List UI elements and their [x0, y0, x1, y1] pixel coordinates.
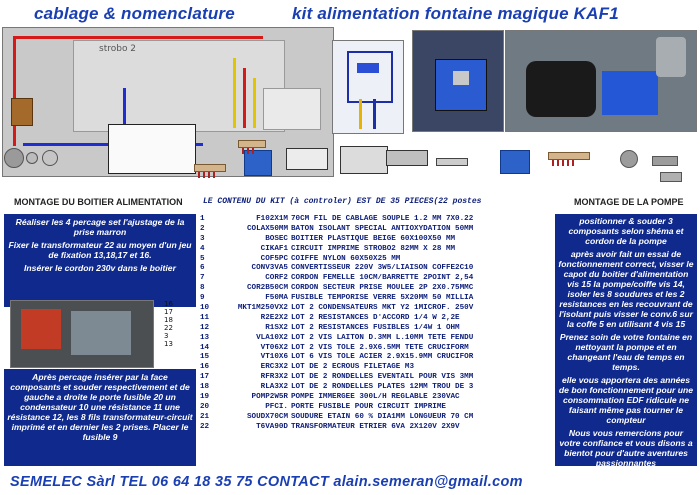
- section-title-pompe: MONTAGE DE LA POMPE: [574, 197, 684, 207]
- part-description: LOT DE 2 RONDELLES PLATES 12MM TROU DE 3: [291, 383, 474, 392]
- part-description: LOT 6 VIS TOLE ACIER 2.9X15.9MM CRUCIFOR: [291, 353, 474, 362]
- part-description: BATON ISOLANT SPECIAL ANTIOXYDATION 50MM: [291, 224, 474, 233]
- page-title-right: kit alimentation fontaine magique KAF1: [292, 4, 619, 23]
- part-code: COR2B50CM: [246, 284, 288, 293]
- part-number: 19: [200, 392, 210, 401]
- board-label: strobo 2: [99, 44, 137, 54]
- screw-icon: [4, 148, 24, 168]
- part-code: SOUDX70CM: [246, 412, 288, 421]
- contact-footer: SEMELEC Sàrl TEL 06 64 18 35 75 CONTACT alain.semeran@gmail.com: [10, 474, 523, 490]
- part-description: FUSIBLE TEMPORISE VERRE 5X20MM 50 MILLIA: [291, 294, 474, 303]
- screw-icon: [652, 156, 678, 166]
- part-number: 12: [200, 323, 210, 332]
- part-code: CORF2: [265, 274, 288, 283]
- part-number: 22: [200, 422, 210, 431]
- instruction-paragraph: Fixer le transformateur 22 au moyen d'un jeu de fixation 13,18,17 et 16.: [8, 240, 192, 260]
- fuse-holder-icon: [286, 148, 328, 170]
- transformer-drawing: [108, 124, 196, 174]
- part-number: 8: [200, 284, 205, 293]
- part-code: COLAX50MM: [246, 224, 288, 233]
- instruction-paragraph: après avoir fait un essai de fonctionnement correct, visser le capot du boitier d'alimentation vis 15 la pompe/coiffe vis 14, isoler les 8 soudures et les 2 resistances en les recouvrant de l'isolant puis visser le conv.6 sur la coffe 5 en utilisant 4 vis 15: [558, 249, 694, 329]
- resistor-icon: [194, 164, 226, 172]
- parts-row: [200, 244, 554, 254]
- parts-row: [200, 254, 554, 264]
- parts-row: [200, 263, 554, 273]
- nut-icon: [42, 150, 58, 166]
- parts-row: [200, 224, 554, 234]
- part-number: 14: [200, 343, 210, 352]
- part-description: COIFFE NYLON 60X50X25 MM: [291, 254, 401, 263]
- part-number: 18: [200, 383, 210, 392]
- part-description: PORTE FUSIBLE POUR CIRCUIT IMPRIME: [291, 402, 446, 411]
- part-code: CONV3VA5: [251, 264, 288, 273]
- part-description: 70CM FIL DE CABLAGE SOUPLE 1.2 MM 7X0.22: [291, 214, 474, 223]
- part-code: PFCI.: [265, 402, 288, 411]
- socket-outline: [347, 51, 393, 103]
- instruction-paragraph: Réaliser les 4 percage set l'ajustage de la prise marron: [15, 217, 185, 237]
- part-code: F102X1M: [256, 214, 288, 223]
- screw-icon: [660, 172, 682, 182]
- washer-icon: [26, 152, 38, 164]
- part-code: POMP2W5R: [251, 392, 288, 401]
- jack-diagram: [332, 40, 404, 134]
- part-code: MKT1M250VX2: [237, 303, 288, 312]
- instruction-paragraph: elle vous apportera des années de bon fonctionnement pour une consommation EDF ridicule ne faisant même pas tourner le compteur: [558, 375, 694, 425]
- resistor-icon: [238, 140, 266, 148]
- parts-row: [200, 313, 554, 323]
- pump-connector: [656, 37, 686, 77]
- red-wire: [243, 68, 246, 128]
- yellow-wire: [253, 78, 256, 128]
- yellow-wire: [233, 58, 236, 128]
- parts-row: [200, 412, 554, 422]
- part-description: CONVERTISSEUR 220V 3W5/LIAISON COFFE2C10: [291, 264, 474, 273]
- brown-socket: [11, 98, 33, 126]
- parts-row: [200, 273, 554, 283]
- transformer-part: [71, 311, 131, 355]
- section-title-boitier: MONTAGE DU BOITIER ALIMENTATION: [14, 197, 183, 207]
- part-code: BOSEC: [265, 234, 288, 243]
- parts-row: [200, 323, 554, 333]
- part-code: F50MA: [265, 294, 288, 303]
- wire-bundle: [21, 309, 61, 349]
- part-number: 15: [200, 353, 210, 362]
- page-title-left: cablage & nomenclature: [34, 4, 235, 23]
- socket-contact: [357, 63, 379, 73]
- pump-photo: [505, 30, 697, 132]
- parts-row: [200, 214, 554, 224]
- parts-row: [200, 352, 554, 362]
- part-code: R2E2X2: [260, 313, 288, 322]
- part-number: 20: [200, 402, 210, 411]
- part-number: 3: [200, 234, 205, 243]
- part-number: 17: [200, 373, 210, 382]
- part-code: ERC3X2: [260, 363, 288, 372]
- pump-cover: [602, 71, 658, 115]
- parts-row: [200, 283, 554, 293]
- part-code: R1SX2: [265, 323, 288, 332]
- section-title-contenu: LE CONTENU DU KIT (à controler) EST DE 35 PIECES(22 postes: [203, 197, 482, 206]
- part-number: 13: [200, 333, 210, 342]
- red-wire: [13, 36, 16, 146]
- parts-list: [200, 214, 554, 432]
- parts-row: [200, 422, 554, 432]
- parts-row: [200, 392, 554, 402]
- part-number: 4: [200, 244, 205, 253]
- instruction-paragraph: Nous vous remercions pour votre confiance et vous disons a bientot pour d'autre aventures passionnantes: [559, 428, 693, 468]
- part-number: 10: [200, 303, 210, 312]
- instruction-paragraph: Après percage insérer par la face composants et souder respectivement et de gauche a droite le porte fusible 20 un condensateur 10 une résistance 11 une résistance 12, les 8 fils transformateur-circuit imprimé et en dernier les 2 prises. Placer le fusible 9: [7, 372, 193, 442]
- pot-drawing: [386, 150, 428, 166]
- box-outline: [263, 88, 321, 130]
- parts-row: [200, 234, 554, 244]
- part-description: TRANSFORMATEUR ETRIER 6VA 2X120V 2X9V: [291, 422, 460, 431]
- part-description: LOT 2 VIS TOLE 2.9X6.5MM TETE CRUCIFORM: [291, 343, 469, 352]
- capacitor-icon: [500, 150, 530, 174]
- part-number: 9: [200, 294, 205, 303]
- part-number: 1: [200, 214, 205, 223]
- instruction-paragraph: Prenez soin de votre fontaine en nettoyant la pompe et en changeant l'eau de temps en temps.: [559, 332, 693, 372]
- part-number: 16: [200, 363, 210, 372]
- wiring-photo: [10, 300, 154, 368]
- resistor-icon: [548, 152, 590, 160]
- part-code: VT06X2: [260, 343, 288, 352]
- wiring-number: 17: [164, 308, 173, 316]
- part-description: POMPE IMMERGEE 300L/H REGLABLE 230VAC: [291, 392, 460, 401]
- wiring-number: 22: [164, 324, 173, 332]
- part-code: VT10X6: [260, 353, 288, 362]
- part-description: LOT 2 RESISTANCES D'ACCORD 1/4 W 2,2E: [291, 313, 460, 322]
- part-description: LOT 2 CONDENSATEURS MKT Y2 1MICROF. 250V: [291, 303, 474, 312]
- part-number: 11: [200, 313, 210, 322]
- switch-drawing: [340, 146, 388, 174]
- instructions-top-panel: [4, 214, 196, 307]
- wiring-number-list: [164, 300, 173, 348]
- part-number: 5: [200, 254, 205, 263]
- parts-row: [200, 343, 554, 353]
- part-description: SOUDURE ETAIN 60 % DIA1MM LONGUEUR 70 CM: [291, 412, 474, 421]
- parts-row: [200, 382, 554, 392]
- pump-part: [453, 71, 469, 85]
- part-description: CORDON SECTEUR PRISE MOULEE 2P 2X0.75MMC: [291, 284, 474, 293]
- blue-lead: [373, 99, 376, 129]
- instruction-paragraph: positionner & souder 3 composants selon shéma et cordon de la pompe: [568, 216, 684, 246]
- wiring-number: 18: [164, 316, 173, 324]
- wiring-number: 16: [164, 300, 173, 308]
- screw-icon: [620, 150, 638, 168]
- yellow-lead: [359, 99, 362, 129]
- part-number: 21: [200, 412, 210, 421]
- red-wire: [13, 36, 263, 39]
- part-code: VLA10X2: [256, 333, 288, 342]
- parts-row: [200, 333, 554, 343]
- part-code: CIKAF1: [260, 244, 288, 253]
- part-description: CIRCUIT IMPRIME STROBO2 82MM X 28 MM: [291, 244, 456, 253]
- pump-instructions-panel: [555, 214, 697, 466]
- part-number: 6: [200, 264, 205, 273]
- part-description: LOT 2 RESISTANCES FUSIBLES 1/4W 1 OHM: [291, 323, 460, 332]
- parts-row: [200, 402, 554, 412]
- parts-row: [200, 372, 554, 382]
- parts-row: [200, 303, 554, 313]
- instructions-bottom-panel: [4, 369, 196, 466]
- pump-body: [526, 61, 596, 117]
- fuse-icon: [436, 158, 468, 166]
- part-number: 2: [200, 224, 205, 233]
- part-description: CORDON FEMELLE 10CM/BARRETTE 2POINT 2,54: [291, 274, 474, 283]
- part-code: RFR3X2: [260, 373, 288, 382]
- part-number: 7: [200, 274, 205, 283]
- part-description: BOITIER PLASTIQUE BEIGE 60X100X50 MM: [291, 234, 456, 243]
- pump-box: [435, 59, 487, 111]
- part-description: LOT DE 2 RONDELLES EVENTAIL POUR VIS 3MM: [291, 373, 474, 382]
- part-description: LOT DE 2 ECROUS FILETAGE M3: [291, 363, 415, 372]
- pump-box-photo: [412, 30, 504, 132]
- instruction-paragraph: Insérer le cordon 230v dans le boitier: [24, 263, 176, 273]
- wiring-number: 13: [164, 340, 173, 348]
- part-description: LOT 2 VIS LAITON D.3MM L.10MM TETE FENDU: [291, 333, 474, 342]
- part-code: COF5PC: [260, 254, 288, 263]
- parts-row: [200, 293, 554, 303]
- part-code: T6VA90D: [256, 422, 288, 431]
- part-code: RLA3X2: [260, 383, 288, 392]
- wiring-number: 3: [164, 332, 169, 340]
- parts-row: [200, 362, 554, 372]
